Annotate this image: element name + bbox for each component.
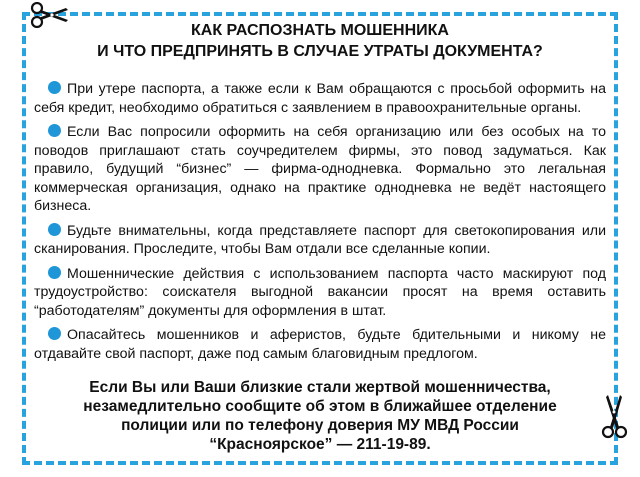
hotline-notice: [40, 378, 600, 454]
footer-line: незамедлительно сообщите об этом в ближайшее отделение: [83, 398, 557, 415]
circle-bullet-icon: [48, 124, 61, 137]
circle-bullet-icon: [48, 266, 61, 279]
advice-paragraph: [34, 80, 606, 117]
paragraph-text: При утере паспорта, а также если к Вам обращаются с просьбой оформить на себя кредит, необходимо обратиться с заявлением в правоохранительные органы.: [34, 81, 606, 116]
scissors-icon: [600, 392, 628, 440]
circle-bullet-icon: [48, 223, 61, 236]
paragraph-text: Мошеннические действия с использованием паспорта часто маскируют под трудоустройство: соискателя выгодной вакансии просят на время оставить “работодателям” документы для оформления в штат.: [34, 265, 606, 319]
paragraph-text: Будьте внимательны, когда представляете паспорт для светокопирования или сканирования. Проследите, чтобы Вам отдали все сделанные копии.: [34, 222, 606, 257]
circle-bullet-icon: [48, 327, 61, 340]
advice-paragraph: [34, 222, 606, 259]
title-line: И ЧТО ПРЕДПРИНЯТЬ В СЛУЧАЕ УТРАТЫ ДОКУМЕНТА?: [97, 43, 543, 60]
circle-bullet-icon: [48, 81, 61, 94]
footer-line: “Красноярское” — 211-19-89.: [209, 436, 431, 453]
paragraph-text: Если Вас попросили оформить на себя организацию или без особых на то поводов приглашают стать соучредителем фирмы, это повод задуматься. Как правило, будущий “бизнес” — фирма-однодневка. Формально это легальная коммерческая организация, однако на практике однодневка не ведёт настоящего бизнеса.: [34, 124, 606, 214]
advice-list: [34, 80, 606, 369]
footer-line: полиции или по телефону доверия МУ МВД России: [121, 417, 519, 434]
advice-paragraph: [34, 265, 606, 321]
title-line: КАК РАСПОЗНАТЬ МОШЕННИКА: [191, 22, 449, 39]
paragraph-text: Опасайтесь мошенников и аферистов, будьте бдительными и никому не отдавайте свой паспорт, даже под самым благовидным предлогом.: [34, 327, 606, 362]
page-title: [40, 20, 600, 62]
advice-paragraph: [34, 123, 606, 216]
advice-paragraph: [34, 326, 606, 363]
footer-line: Если Вы или Ваши близкие стали жертвой мошенничества,: [89, 379, 551, 396]
